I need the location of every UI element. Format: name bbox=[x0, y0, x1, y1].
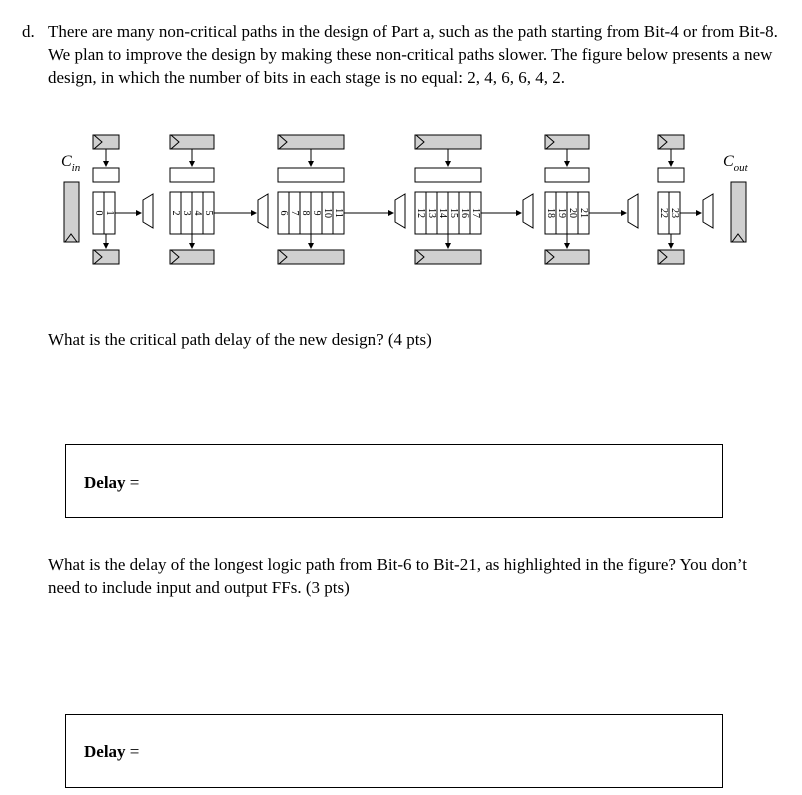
stage-0 bbox=[93, 135, 153, 264]
bit-label-20: 20 bbox=[567, 208, 579, 218]
bit-label-19: 19 bbox=[556, 208, 568, 218]
bit-label-0: 0 bbox=[93, 210, 105, 216]
adder-box-top bbox=[415, 168, 481, 182]
answer-label-2: Delay = bbox=[84, 742, 140, 761]
bit-label-7: 7 bbox=[289, 210, 301, 216]
bit-label-11: 11 bbox=[333, 208, 345, 218]
stage-input-ff-top bbox=[545, 135, 589, 149]
question-2-text: What is the delay of the longest logic path from Bit-6 to Bit-21, as highlighted in the figure? You don’t need to include input and output FFs. (3 pts) bbox=[48, 555, 747, 597]
stage-input-ff-bottom bbox=[170, 250, 214, 264]
stage-input-ff-bottom bbox=[415, 250, 481, 264]
answer-box-1[interactable] bbox=[65, 444, 723, 518]
question-intro bbox=[22, 20, 782, 89]
carry-select-adder-diagram bbox=[55, 130, 755, 280]
mux bbox=[628, 194, 638, 228]
bit-label-5: 5 bbox=[203, 210, 215, 216]
bit-label-17: 17 bbox=[470, 208, 482, 218]
answer-box-2[interactable] bbox=[65, 714, 723, 788]
stage-1 bbox=[170, 135, 268, 264]
stage-input-ff-top bbox=[170, 135, 214, 149]
question-1-text: What is the critical path delay of the new design? (4 pts) bbox=[48, 330, 432, 349]
bit-label-12: 12 bbox=[415, 208, 427, 218]
cin-flip-flop bbox=[64, 182, 79, 242]
bit-label-15: 15 bbox=[448, 208, 460, 218]
adder-box-top bbox=[170, 168, 214, 182]
bit-label-3: 3 bbox=[181, 210, 193, 216]
bit-label-21: 21 bbox=[578, 208, 590, 218]
mux bbox=[703, 194, 713, 228]
question-intro-text: There are many non-critical paths in the design of Part a, such as the path starting from Bit-4 or from Bit-8. We plan to improve the design by making these non-critical paths slower. The figure below presents a new design, in which the number of bits in each stage is no equal: 2, 4, 6, 6, 4, 2. bbox=[48, 22, 778, 87]
stage-input-ff-bottom bbox=[278, 250, 344, 264]
stage-5 bbox=[658, 135, 713, 264]
bit-label-18: 18 bbox=[545, 208, 557, 218]
question-label: d. bbox=[22, 22, 35, 41]
cin-label: $C_{in}$ bbox=[61, 153, 81, 174]
stage-4 bbox=[545, 135, 638, 264]
bit-label-10: 10 bbox=[322, 208, 334, 218]
stage-input-ff-top bbox=[415, 135, 481, 149]
bit-label-22: 22 bbox=[658, 208, 670, 218]
stage-input-ff-top bbox=[278, 135, 344, 149]
bit-label-9: 9 bbox=[311, 210, 323, 216]
stage-input-ff-bottom bbox=[545, 250, 589, 264]
cout-flip-flop bbox=[731, 182, 746, 242]
bit-label-23: 23 bbox=[669, 208, 681, 218]
mux bbox=[143, 194, 153, 228]
bit-label-8: 8 bbox=[300, 210, 312, 216]
bit-label-4: 4 bbox=[192, 210, 204, 216]
bit-label-16: 16 bbox=[459, 208, 471, 218]
mux bbox=[258, 194, 268, 228]
bit-label-1: 1 bbox=[104, 210, 116, 216]
adder-box-top bbox=[545, 168, 589, 182]
bit-label-6: 6 bbox=[278, 210, 290, 216]
bit-label-14: 14 bbox=[437, 208, 449, 218]
answer-label-1: Delay = bbox=[84, 473, 140, 492]
bit-label-2: 2 bbox=[170, 210, 182, 216]
adder-box-top bbox=[278, 168, 344, 182]
adder-box-top bbox=[658, 168, 684, 182]
stage-3 bbox=[415, 135, 533, 264]
adder-box-top bbox=[93, 168, 119, 182]
mux bbox=[395, 194, 405, 228]
stage-2 bbox=[278, 135, 405, 264]
bit-label-13: 13 bbox=[426, 208, 438, 218]
cout-label: $C_{out}$ bbox=[723, 153, 748, 174]
mux bbox=[523, 194, 533, 228]
